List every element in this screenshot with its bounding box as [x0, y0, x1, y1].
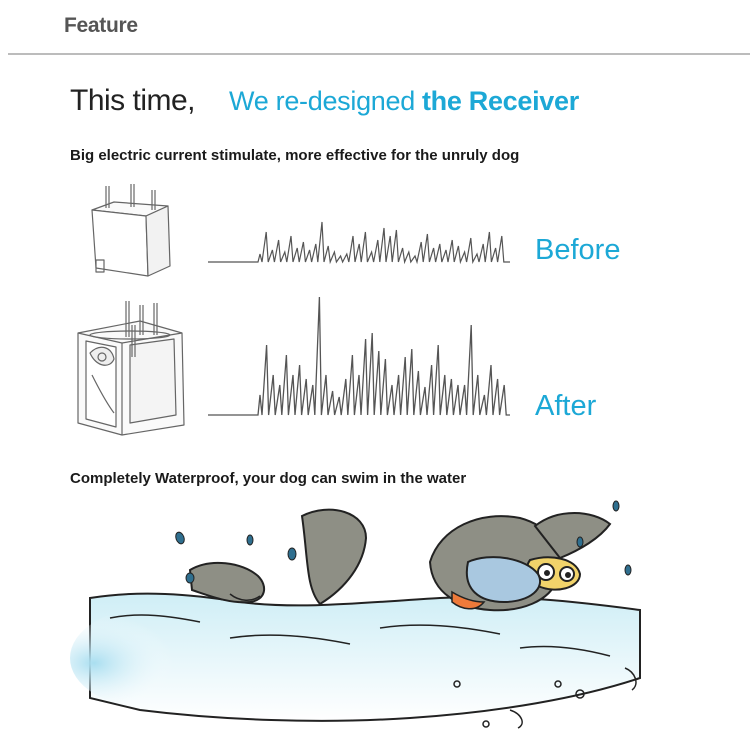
- waterproof-section-title: Completely Waterproof, your dog can swim in the water: [70, 470, 467, 487]
- before-label: Before: [535, 234, 621, 266]
- after-label: After: [535, 390, 597, 422]
- small-transformer-icon: [84, 180, 184, 280]
- headline-accent-bold: the Receiver: [421, 86, 579, 116]
- swimming-dog-illustration: [80, 498, 660, 743]
- large-transformer-icon: [70, 295, 190, 440]
- current-section-title: Big electric current stimulate, more effective for the unruly dog: [70, 147, 520, 164]
- after-waveform: [208, 290, 510, 420]
- before-waveform: [208, 200, 510, 270]
- headline: [70, 84, 579, 118]
- headline-accent: We re-designed: [229, 86, 415, 116]
- header-title: Feature: [64, 14, 138, 37]
- headline-lead: This time,: [70, 84, 196, 117]
- header-divider: [8, 53, 750, 55]
